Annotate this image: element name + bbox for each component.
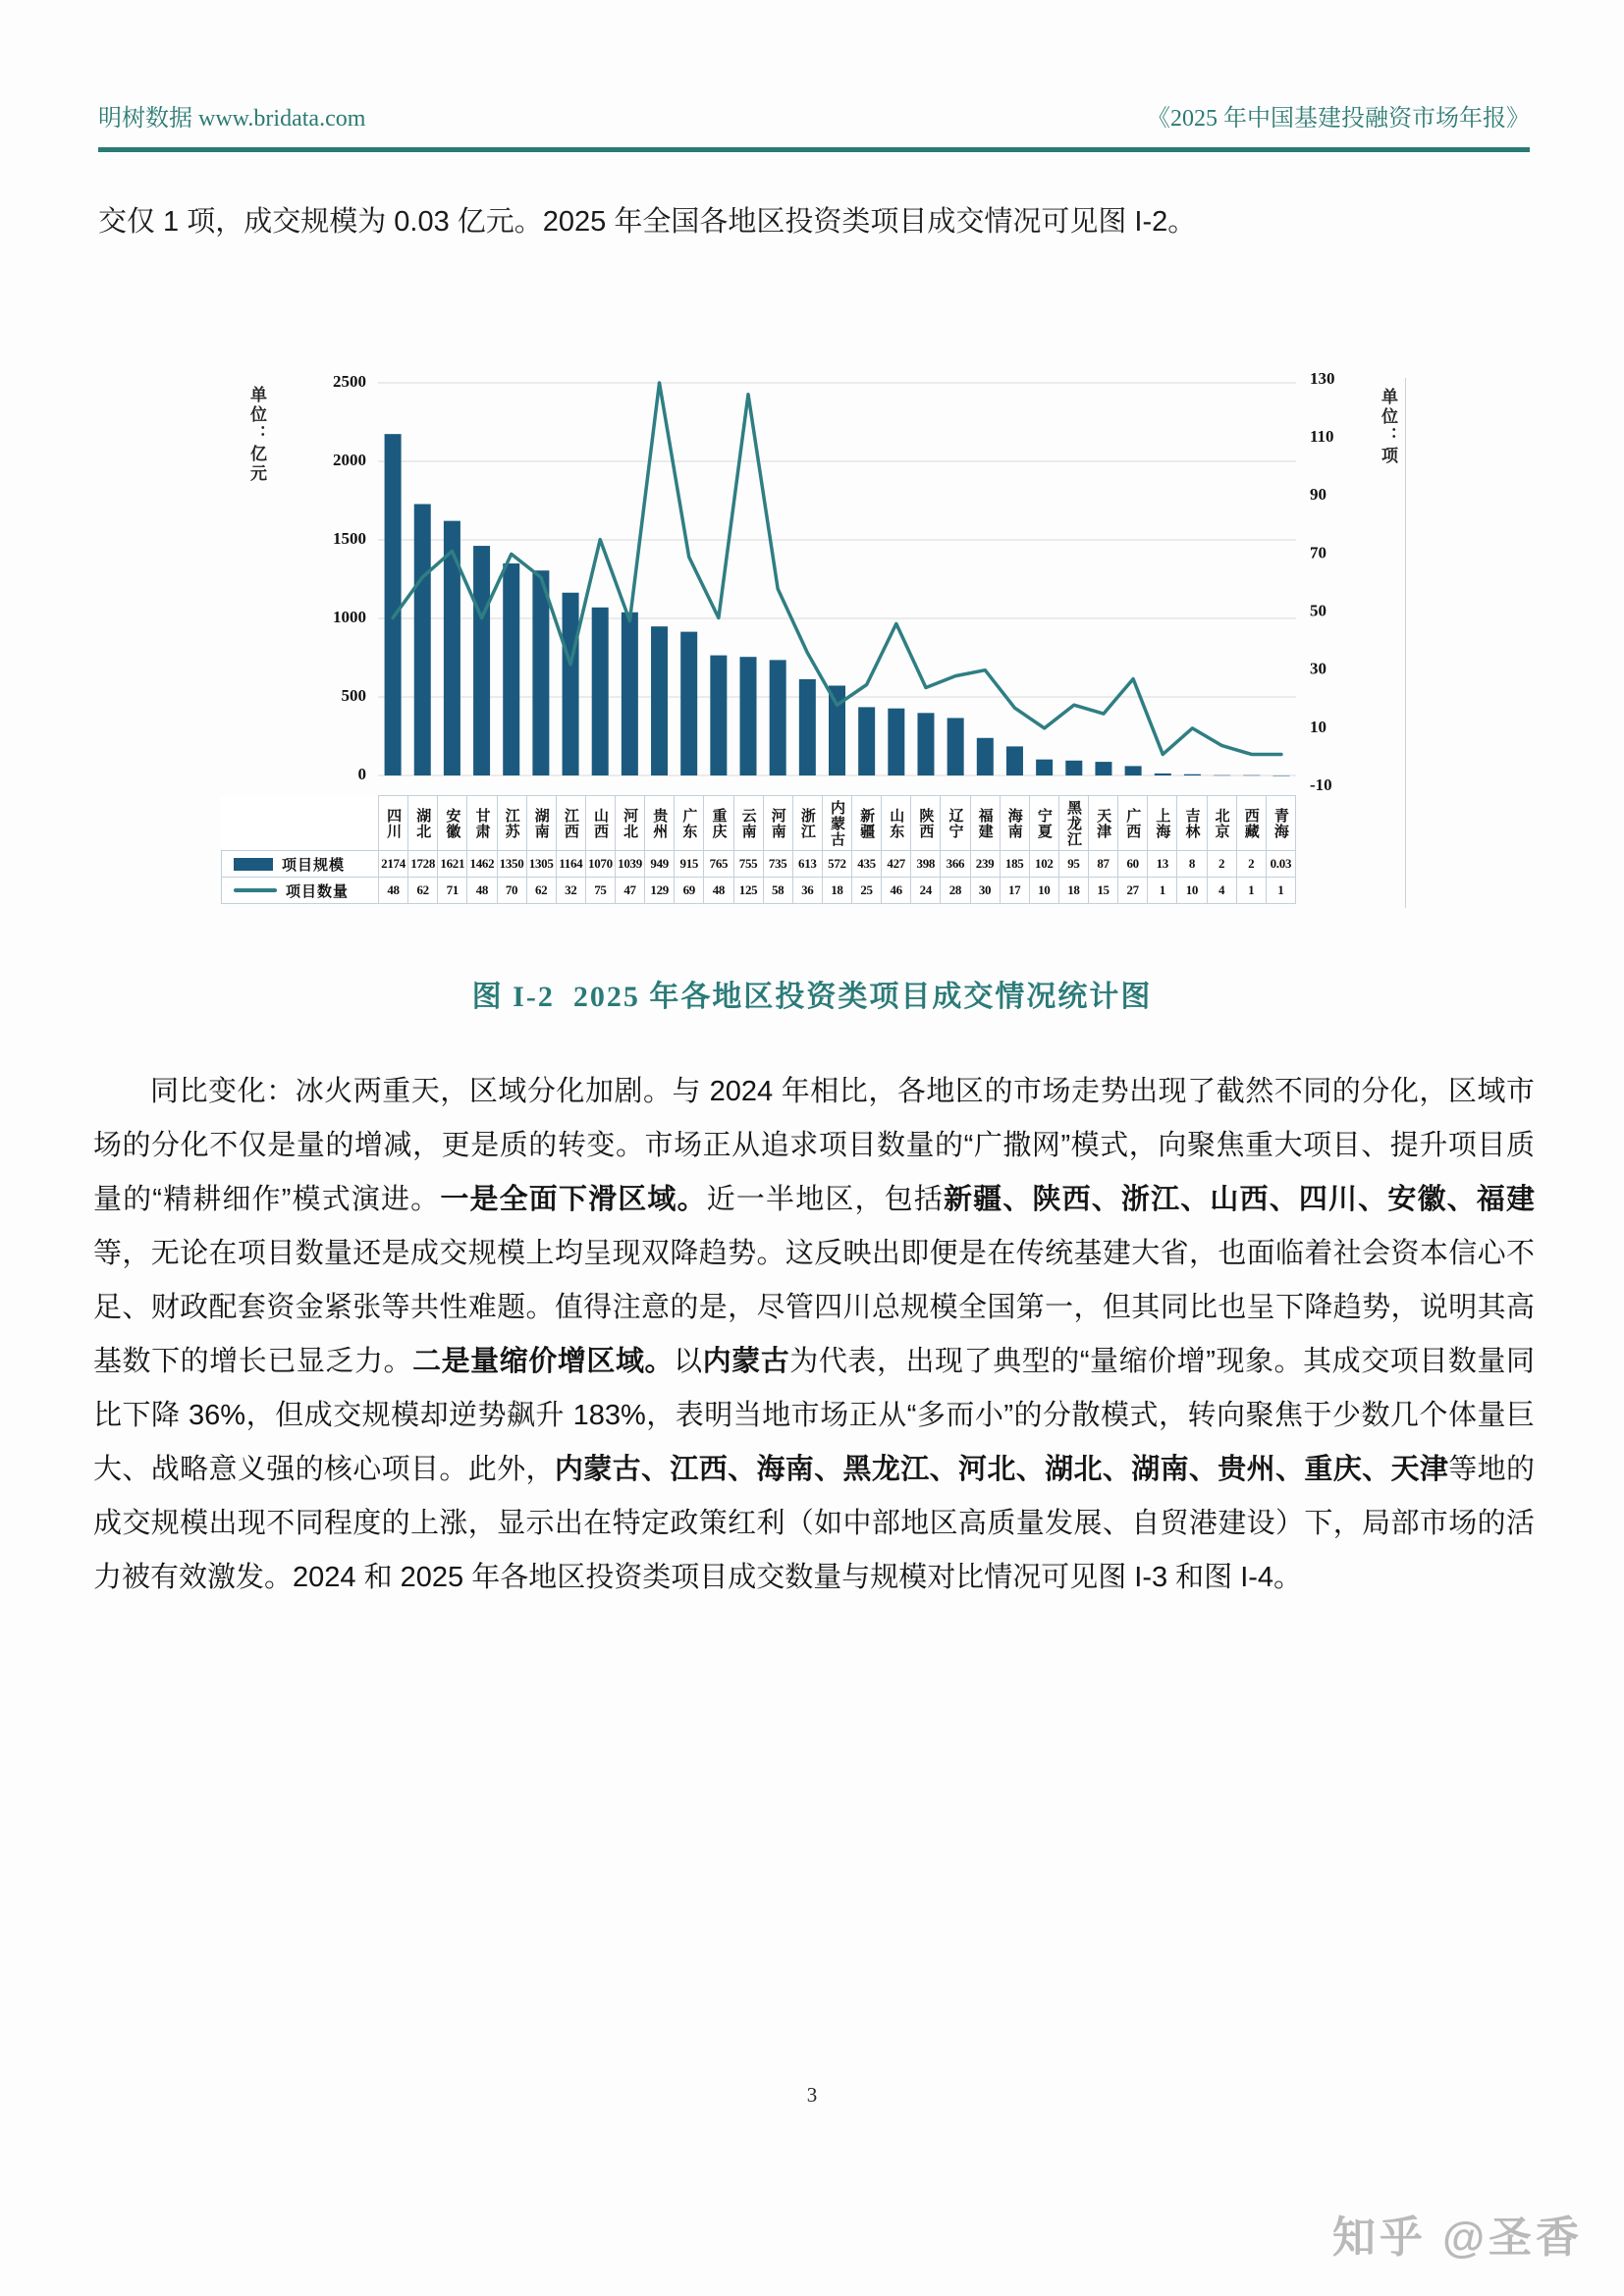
- legend-label: 项目规模: [282, 856, 346, 874]
- scale-value: 2: [1236, 851, 1266, 878]
- count-value: 69: [675, 878, 704, 904]
- bar: [680, 632, 697, 775]
- right-axis-unit-label: 单位：项: [1379, 388, 1397, 466]
- scale-value: 755: [733, 851, 763, 878]
- scale-value: 765: [704, 851, 733, 878]
- bold-text-segment: 二是量缩价增区域。: [412, 1346, 675, 1377]
- province-label-text: 广东: [680, 807, 698, 839]
- right-axis-tick: 130: [1310, 368, 1335, 388]
- count-value: 70: [497, 878, 526, 904]
- province-label-text: 青海: [1272, 807, 1289, 839]
- count-value: 62: [408, 878, 438, 904]
- province-label-text: 吉林: [1183, 807, 1201, 839]
- province-label: [556, 796, 585, 851]
- count-value: 48: [379, 878, 408, 904]
- count-value: 129: [645, 878, 675, 904]
- scale-value: 613: [792, 851, 822, 878]
- count-value: 15: [1089, 878, 1118, 904]
- scale-value: 2174: [379, 851, 408, 878]
- count-value: 71: [438, 878, 467, 904]
- province-label: [467, 796, 497, 851]
- bar: [414, 505, 431, 775]
- province-label-text: 河南: [769, 807, 786, 839]
- province-label-text: 安徽: [444, 807, 461, 839]
- count-value: 17: [1000, 878, 1029, 904]
- left-axis-tick: 0: [357, 764, 366, 783]
- bold-text-segment: 一是全面下滑区域。: [440, 1184, 707, 1215]
- province-label-text: 辽宁: [947, 807, 964, 839]
- count-value: 48: [467, 878, 497, 904]
- count-value: 28: [941, 878, 970, 904]
- province-label-text: 山西: [591, 807, 609, 839]
- province-label: [911, 796, 941, 851]
- bar: [622, 613, 638, 775]
- province-label: [1266, 796, 1295, 851]
- combo-chart-svg: [221, 339, 1438, 790]
- province-label: [1058, 796, 1088, 851]
- bar: [1036, 760, 1053, 775]
- bar-swatch-icon: [234, 858, 273, 871]
- bar: [1214, 775, 1230, 776]
- bold-text-segment: 内蒙古: [702, 1346, 790, 1377]
- province-label-text: 上海: [1154, 807, 1171, 839]
- count-value: 1: [1236, 878, 1266, 904]
- province-label: [675, 796, 704, 851]
- left-axis-tick: 1500: [333, 528, 366, 548]
- province-label: [822, 796, 851, 851]
- count-value: 47: [616, 878, 645, 904]
- province-label-text: 海南: [1005, 807, 1023, 839]
- header-brand: 明树数据 www.bridata.com: [98, 106, 366, 132]
- scale-value: 87: [1089, 851, 1118, 878]
- bar: [710, 656, 727, 775]
- scale-value: 366: [941, 851, 970, 878]
- count-value: 4: [1207, 878, 1236, 904]
- text-segment: 为代表，出现了典型的“量缩价增”现象。其成交项目数量同比下降 36%，但成交规模却逆势飙升 183%，表明当地市场正从“多而小”的分散模式，转向聚焦于少数几个体量巨大、战略意义强的核心项目。此外，: [93, 1346, 1535, 1485]
- province-label-text: 广西: [1124, 807, 1142, 839]
- scale-value: 95: [1058, 851, 1088, 878]
- bold-text-segment: 新疆、陕西、浙江、山西、四川、安徽、福建: [944, 1184, 1535, 1215]
- province-label: [1000, 796, 1029, 851]
- province-label-text: 内蒙古: [828, 799, 845, 847]
- province-label: [763, 796, 792, 851]
- header-rule: [98, 147, 1530, 152]
- bar: [977, 738, 994, 775]
- bar: [532, 570, 549, 775]
- province-label-text: 甘肃: [473, 807, 491, 839]
- scale-value: 1039: [616, 851, 645, 878]
- bar: [799, 679, 816, 775]
- scale-value: 239: [970, 851, 1000, 878]
- scale-value: 60: [1118, 851, 1148, 878]
- legend-count: [222, 878, 379, 904]
- province-label-text: 重庆: [710, 807, 728, 839]
- bar: [385, 434, 402, 775]
- province-label: [941, 796, 970, 851]
- bar: [1125, 766, 1142, 775]
- count-value: 18: [1058, 878, 1088, 904]
- bar: [740, 657, 757, 775]
- province-label: [704, 796, 733, 851]
- bar: [651, 626, 668, 775]
- scale-value: 1621: [438, 851, 467, 878]
- province-label-text: 陕西: [917, 807, 935, 839]
- scale-value: 102: [1029, 851, 1058, 878]
- scale-value: 13: [1148, 851, 1177, 878]
- province-label: [645, 796, 675, 851]
- count-value: 10: [1029, 878, 1058, 904]
- province-label-text: 新疆: [858, 807, 876, 839]
- bar: [1065, 761, 1082, 775]
- province-label: [792, 796, 822, 851]
- scale-value: 2: [1207, 851, 1236, 878]
- province-label: [585, 796, 615, 851]
- count-value: 25: [852, 878, 882, 904]
- bar: [592, 608, 609, 775]
- scale-value: 915: [675, 851, 704, 878]
- province-label-text: 湖北: [414, 807, 432, 839]
- right-axis-tick: 10: [1310, 717, 1326, 736]
- bold-text-segment: 内蒙古、江西、海南、黑龙江、河北、湖北、湖南、贵州、重庆、天津: [554, 1454, 1449, 1485]
- bar: [858, 707, 875, 775]
- province-label-text: 四川: [385, 807, 403, 839]
- count-value: 10: [1177, 878, 1207, 904]
- province-label-text: 北京: [1213, 807, 1230, 839]
- province-label-text: 天津: [1095, 807, 1112, 839]
- province-label-text: 江苏: [503, 807, 520, 839]
- bar: [473, 546, 490, 775]
- scale-value: 0.03: [1266, 851, 1295, 878]
- count-value: 18: [822, 878, 851, 904]
- province-label: [1236, 796, 1266, 851]
- bar: [1095, 762, 1111, 775]
- province-label: [1089, 796, 1118, 851]
- bar: [444, 521, 460, 775]
- left-axis-tick: 2000: [333, 450, 366, 469]
- scale-value: 185: [1000, 851, 1029, 878]
- province-label: [733, 796, 763, 851]
- bar: [947, 718, 964, 775]
- count-value: 48: [704, 878, 733, 904]
- bar: [888, 709, 904, 775]
- table-corner: [222, 796, 379, 851]
- count-value: 75: [585, 878, 615, 904]
- province-label-text: 福建: [976, 807, 994, 839]
- province-label-text: 黑龙江: [1064, 799, 1082, 847]
- chart-data-table: [221, 795, 1296, 904]
- bar: [503, 563, 519, 775]
- province-label-text: 山东: [888, 807, 905, 839]
- count-value: 24: [911, 878, 941, 904]
- count-value: 1: [1148, 878, 1177, 904]
- scale-value: 398: [911, 851, 941, 878]
- text-segment: 等，无论在项目数量还是成交规模上均呈现双降趋势。这反映出即便是在传统基建大省，也面临着社会资本信心不足、财政配套资金紧张等共性难题。值得注意的是，尽管四川总规模全国第一，但其同比也呈下降趋势，说明其高基数下的增长已显乏力。: [93, 1238, 1535, 1377]
- right-axis-tick: 30: [1310, 659, 1326, 678]
- right-axis-tick: 90: [1310, 485, 1326, 505]
- right-axis-tick: -10: [1310, 774, 1332, 790]
- bar: [1006, 746, 1023, 775]
- text-segment: 近一半地区，包括: [706, 1184, 944, 1215]
- province-label-text: 浙江: [798, 807, 816, 839]
- header-report-title: 《2025 年中国基建投融资市场年报》: [1147, 106, 1530, 132]
- right-axis-tick: 110: [1310, 427, 1334, 447]
- intro-text: 交仅 1 项，成交规模为 0.03 亿元。2025 年全国各地区投资类项目成交情况可见图 I-2。: [98, 206, 1197, 238]
- scale-value: 735: [763, 851, 792, 878]
- analysis-paragraph: [93, 1065, 1535, 1605]
- count-value: 1: [1266, 878, 1295, 904]
- count-value: 125: [733, 878, 763, 904]
- province-label-text: 云南: [739, 807, 757, 839]
- count-value: 46: [882, 878, 911, 904]
- figure-caption: 图 I-2 2025 年各地区投资类项目成交情况统计图: [471, 981, 1153, 1013]
- count-value: 58: [763, 878, 792, 904]
- figure-i2-chart: [221, 339, 1438, 913]
- province-label: [408, 796, 438, 851]
- scale-value: 572: [822, 851, 851, 878]
- province-label-text: 江西: [562, 807, 579, 839]
- watermark: 知乎 @圣香: [1331, 2214, 1583, 2262]
- province-label: [1029, 796, 1058, 851]
- bar: [563, 593, 579, 775]
- left-axis-unit-label: 单位：亿元: [247, 386, 266, 484]
- province-label: [1118, 796, 1148, 851]
- bar: [1272, 775, 1289, 776]
- province-label: [616, 796, 645, 851]
- scale-value: 1728: [408, 851, 438, 878]
- count-value: 36: [792, 878, 822, 904]
- bar: [1184, 774, 1201, 775]
- province-label: [497, 796, 526, 851]
- scale-value: 427: [882, 851, 911, 878]
- province-label: [526, 796, 556, 851]
- scale-value: 1462: [467, 851, 497, 878]
- province-label: [1148, 796, 1177, 851]
- province-label-text: 湖南: [532, 807, 550, 839]
- count-value: 32: [556, 878, 585, 904]
- province-label: [379, 796, 408, 851]
- legend-label: 项目数量: [286, 882, 350, 900]
- text-segment: 同比变化：冰火两重天，区域分化加剧。与 2024 年相比，各地区的市场走势出现了截然不同的分化，区域市场的分化不仅是量的增减，更是质的转变。市场正从追求项目数量的“广撒网”模式，向聚焦重大项目、提升项目质量的“精耕细作”模式演进。: [93, 1076, 1535, 1215]
- province-label-text: 贵州: [651, 807, 669, 839]
- province-label: [1207, 796, 1236, 851]
- bar: [770, 660, 786, 775]
- right-axis-tick: 70: [1310, 543, 1326, 562]
- legend-scale: [222, 851, 379, 878]
- bar: [1243, 775, 1260, 776]
- scale-value: 949: [645, 851, 675, 878]
- province-label: [1177, 796, 1207, 851]
- bar: [1155, 774, 1171, 775]
- left-axis-tick: 500: [341, 685, 366, 705]
- scale-value: 1164: [556, 851, 585, 878]
- chart-right-border: [1405, 378, 1406, 908]
- scale-value: 8: [1177, 851, 1207, 878]
- count-value: 27: [1118, 878, 1148, 904]
- left-axis-tick: 2500: [333, 371, 366, 391]
- text-segment: 等地的成交规模出现不同程度的上涨，显示出在特定政策红利（如中部地区高质量发展、自贸港建设）下，局部市场的活力被有效激发。2024 和 2025 年各地区投资类项目成交数量与规模对比情况可见图 I-3 和图 I-4。: [93, 1454, 1535, 1593]
- bar: [917, 713, 934, 775]
- left-axis-tick: 1000: [333, 607, 366, 626]
- province-label-text: 宁夏: [1035, 807, 1053, 839]
- page-number: 3: [806, 2083, 818, 2107]
- scale-value: 1350: [497, 851, 526, 878]
- text-segment: 以: [674, 1346, 703, 1377]
- count-value: 30: [970, 878, 1000, 904]
- province-label: [438, 796, 467, 851]
- province-label: [970, 796, 1000, 851]
- province-label: [852, 796, 882, 851]
- scale-value: 1070: [585, 851, 615, 878]
- count-value: 62: [526, 878, 556, 904]
- province-label: [882, 796, 911, 851]
- scale-value: 435: [852, 851, 882, 878]
- province-label-text: 河北: [622, 807, 639, 839]
- scale-value: 1305: [526, 851, 556, 878]
- right-axis-tick: 50: [1310, 601, 1326, 620]
- line-swatch-icon: [234, 888, 277, 892]
- province-label-text: 西藏: [1242, 807, 1260, 839]
